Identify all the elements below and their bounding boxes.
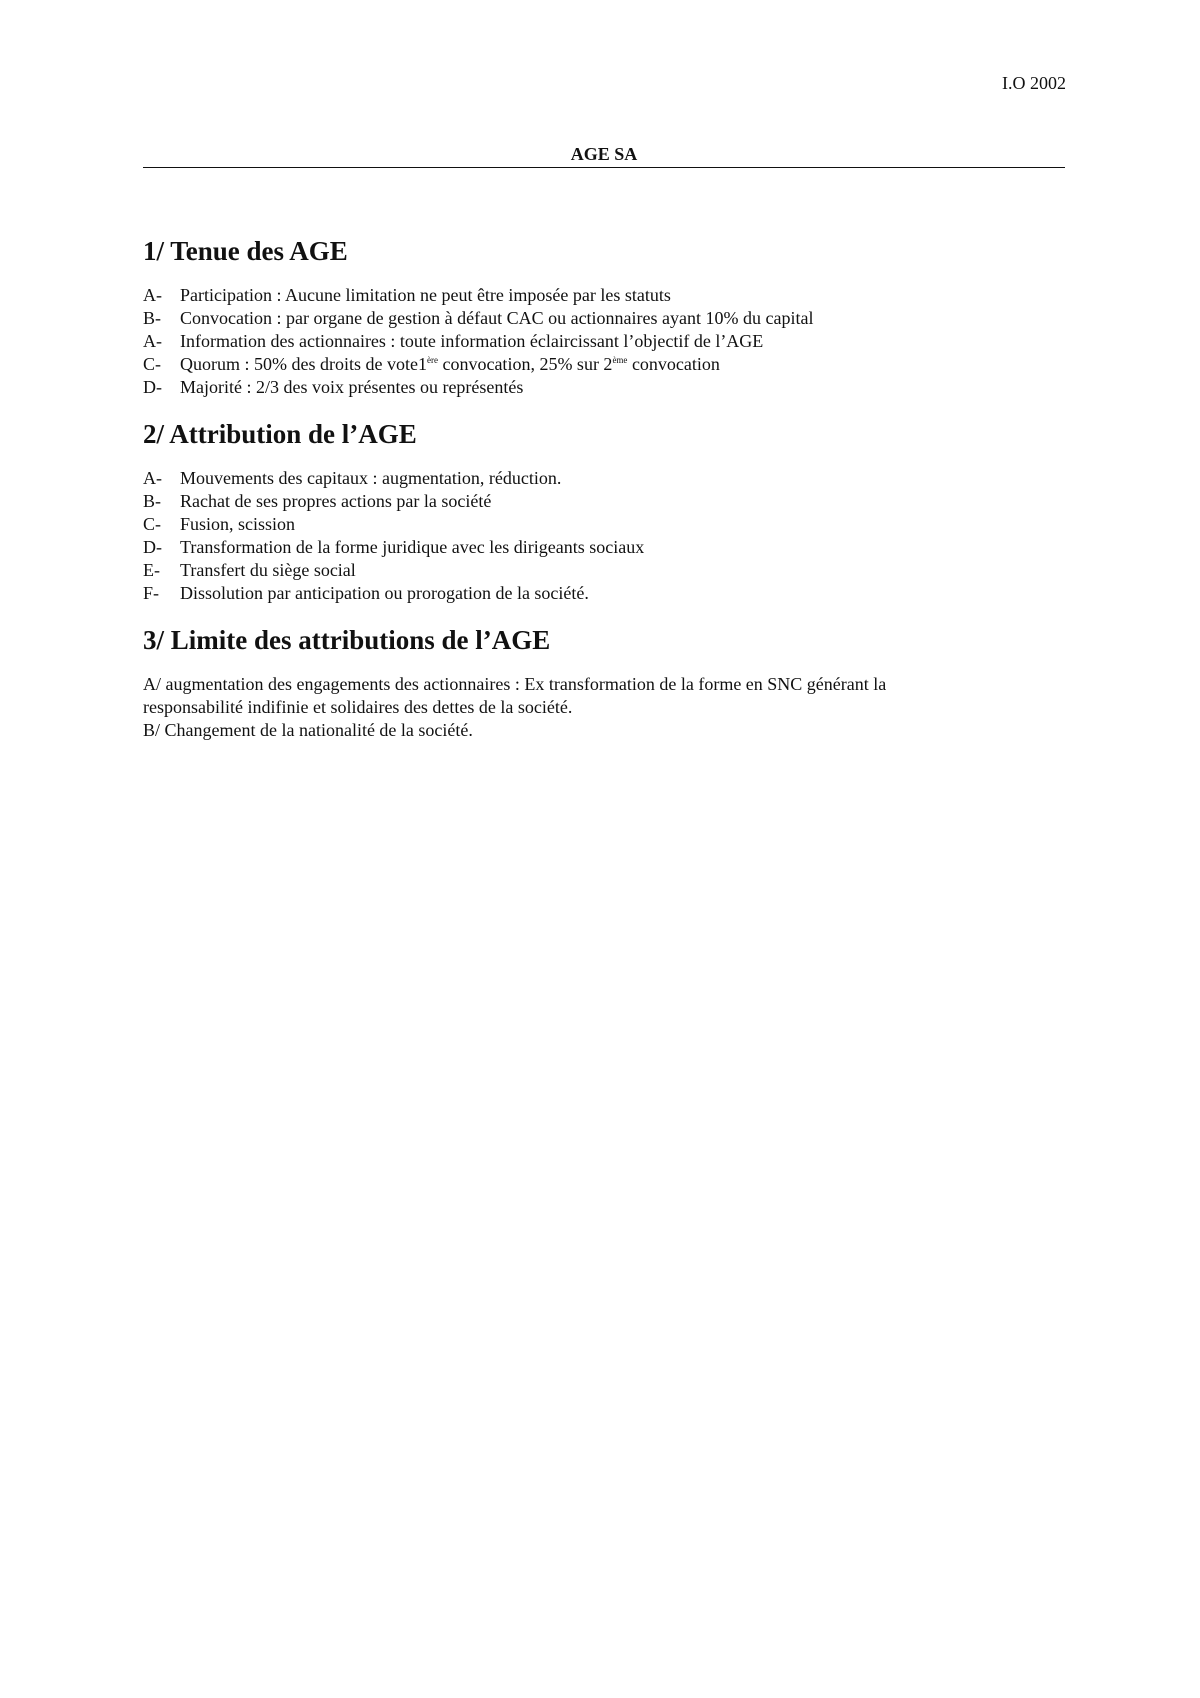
ordinal-superscript-second: ème	[612, 355, 628, 365]
list-item-text: Mouvements des capitaux : augmentation, réduction.	[180, 468, 562, 488]
paragraph-line: B/ Changement de la nationalité de la société.	[143, 720, 473, 740]
list-item	[143, 582, 1065, 605]
list-marker: A-	[143, 331, 162, 351]
list-marker: A-	[143, 468, 162, 488]
title-underline	[143, 167, 1065, 168]
list-marker: A-	[143, 285, 162, 305]
section-list-tenue	[143, 284, 1065, 399]
list-item	[143, 536, 1065, 559]
quorum-text-part2: convocation, 25% sur 2	[437, 354, 613, 374]
list-item-text: Transformation de la forme juridique avec les dirigeants sociaux	[180, 537, 645, 557]
list-item-text: Rachat de ses propres actions par la société	[180, 491, 492, 511]
list-item	[143, 467, 1065, 490]
section-list-attribution	[143, 467, 1065, 605]
list-item-text: Majorité : 2/3 des voix présentes ou représentés	[180, 377, 524, 397]
list-item	[143, 490, 1065, 513]
paragraph-line: responsabilité indifinie et solidaires des dettes de la société.	[143, 697, 573, 717]
list-item	[143, 513, 1065, 536]
list-item-text: Dissolution par anticipation ou prorogation de la société.	[180, 583, 589, 603]
document-reference: I.O 2002	[1002, 73, 1066, 93]
list-marker: B-	[143, 308, 161, 328]
list-item	[143, 559, 1065, 582]
list-marker: E-	[143, 560, 160, 580]
list-marker: C-	[143, 354, 161, 374]
list-marker: D-	[143, 537, 162, 557]
list-marker: B-	[143, 491, 161, 511]
list-item	[143, 307, 1065, 330]
list-marker: F-	[143, 583, 160, 603]
list-item	[143, 376, 1065, 399]
list-item	[143, 353, 1065, 376]
section-body-limite	[143, 673, 1065, 742]
section-heading-limite: 3/ Limite des attributions de l’AGE	[143, 625, 551, 655]
list-marker: C-	[143, 514, 161, 534]
document-title: AGE SA	[570, 144, 638, 164]
quorum-text-part1: Quorum : 50% des droits de vote1	[180, 354, 427, 374]
ordinal-superscript-first: ère	[426, 355, 438, 365]
list-item-text: Participation : Aucune limitation ne peut être imposée par les statuts	[180, 285, 671, 305]
section-heading-attribution: 2/ Attribution de l’AGE	[143, 419, 417, 449]
document-body	[143, 236, 1065, 742]
list-item-text: Fusion, scission	[180, 514, 296, 534]
list-item-text-quorum	[180, 353, 720, 376]
list-item-text: Information des actionnaires : toute information éclaircissant l’objectif de l’AGE	[180, 331, 764, 351]
list-marker: D-	[143, 377, 162, 397]
list-item	[143, 284, 1065, 307]
paragraph-line: A/ augmentation des engagements des actionnaires : Ex transformation de la forme en SNC générant la	[143, 674, 887, 694]
list-item-text: Transfert du siège social	[180, 560, 356, 580]
list-item-text: Convocation : par organe de gestion à défaut CAC ou actionnaires ayant 10% du capital	[180, 308, 814, 328]
section-heading-tenue: 1/ Tenue des AGE	[143, 236, 348, 266]
quorum-text-part3: convocation	[627, 354, 720, 374]
list-item	[143, 330, 1065, 353]
